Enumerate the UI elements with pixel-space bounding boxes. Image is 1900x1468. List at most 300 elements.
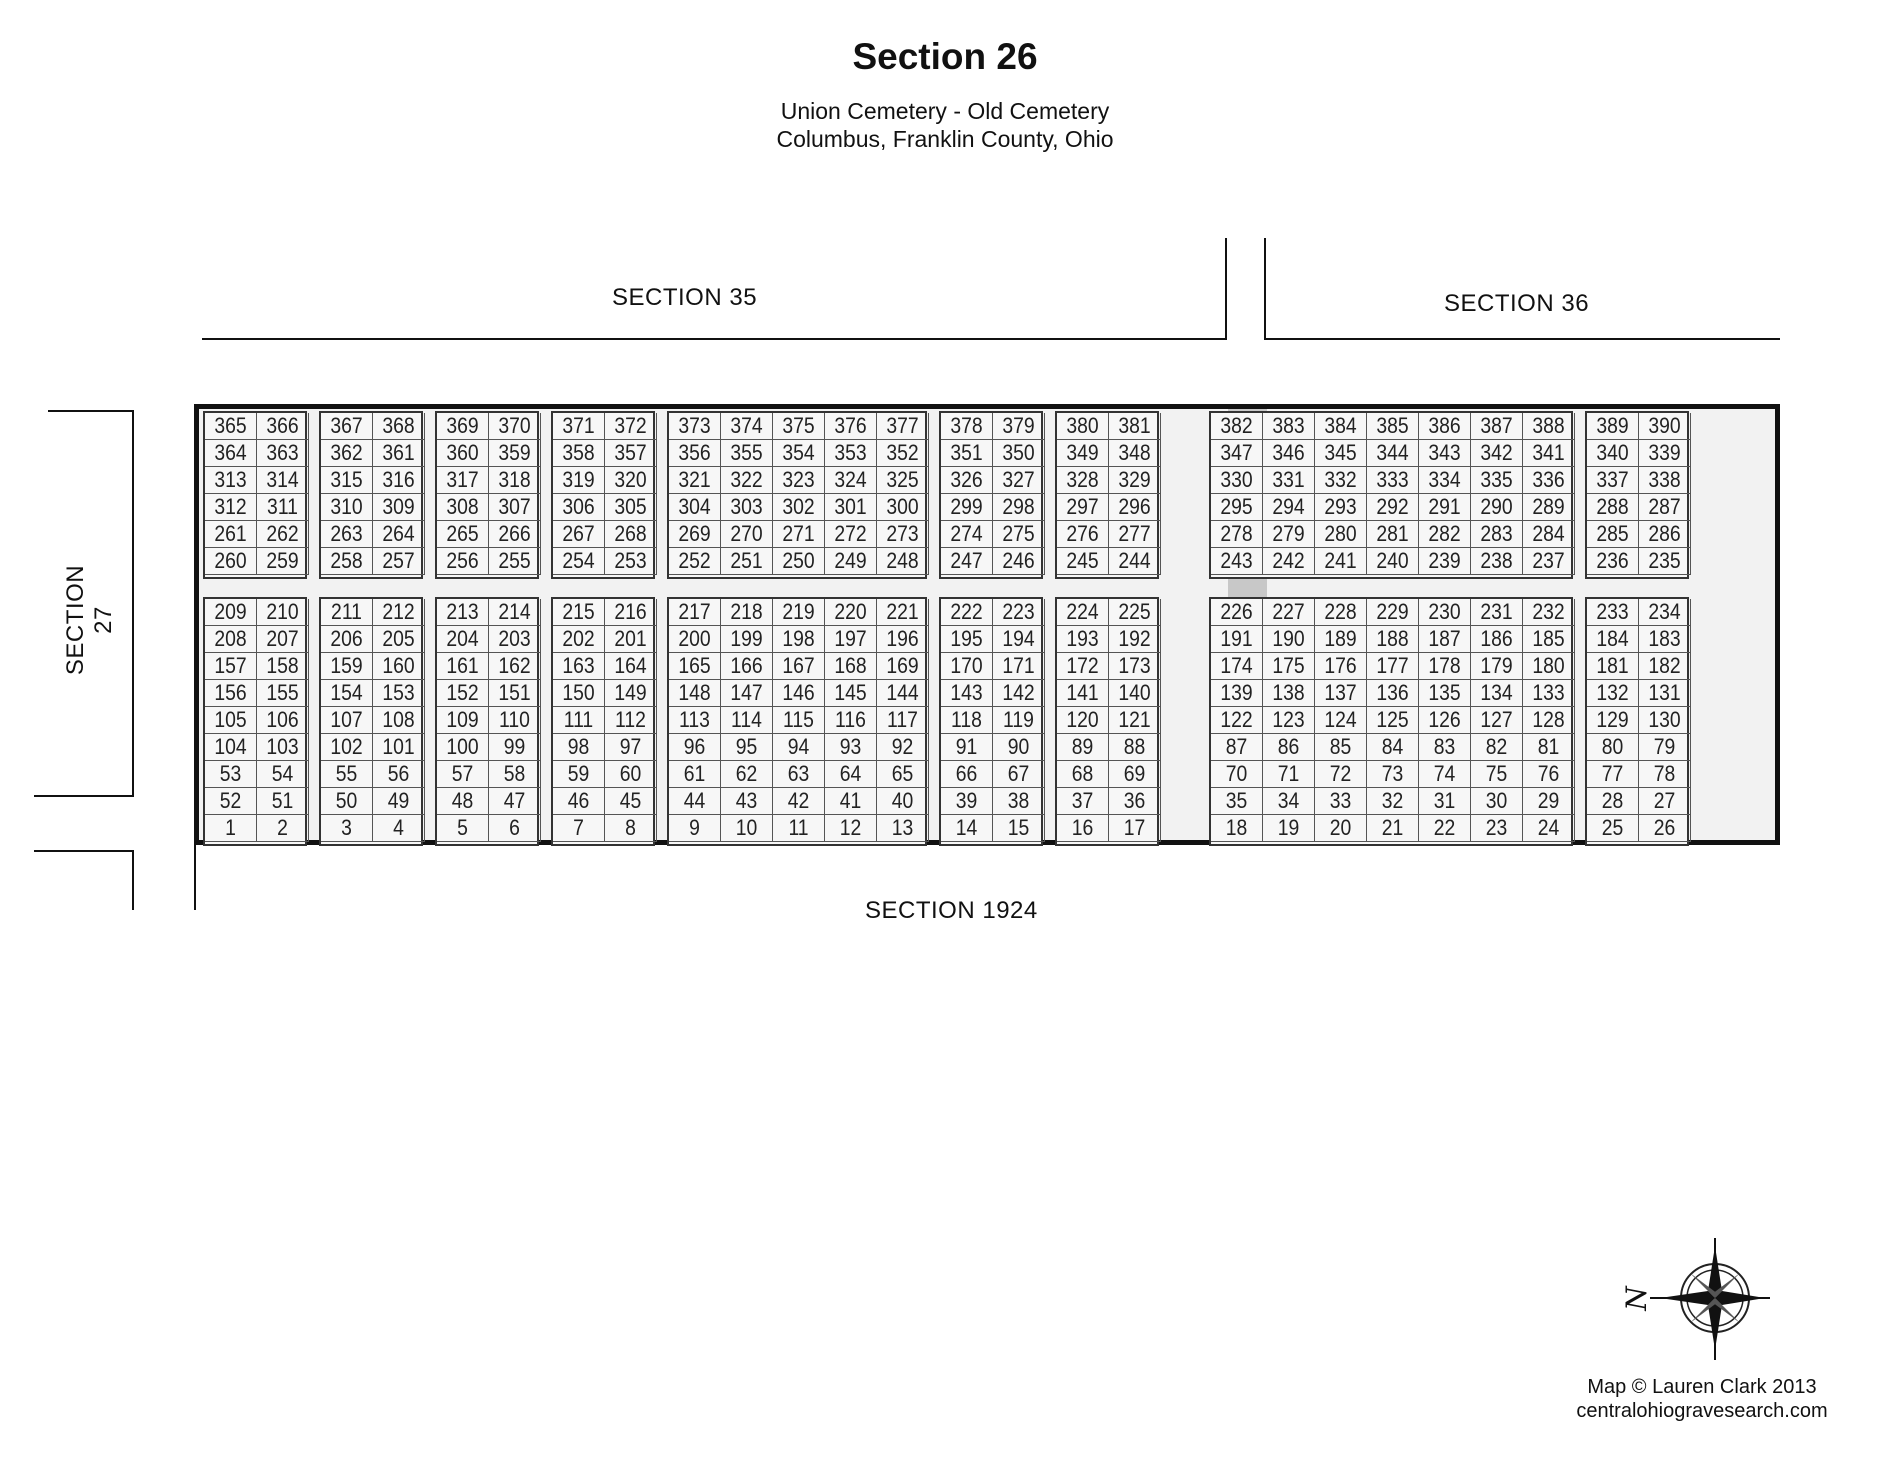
lot-number-text: 248 — [886, 548, 919, 573]
lot-number — [825, 815, 877, 842]
lot-number-text: 161 — [446, 653, 479, 678]
lot-number-text: 120 — [1066, 707, 1099, 732]
lot-number-text: 266 — [498, 521, 531, 546]
lot-number-text: 146 — [782, 680, 815, 705]
lot-number-text: 240 — [1376, 548, 1409, 573]
lot-number-text: 97 — [619, 734, 642, 759]
lot-number — [1315, 599, 1367, 626]
lot-number-text: 127 — [1480, 707, 1513, 732]
lot-block — [667, 597, 927, 846]
lot-number-text: 188 — [1376, 626, 1409, 651]
lot-number-text: 5 — [457, 815, 468, 840]
lot-number — [1639, 599, 1691, 626]
lot-number — [721, 521, 773, 548]
lot-number — [437, 440, 489, 467]
lot-number — [321, 626, 373, 653]
lot-number-text: 303 — [730, 494, 763, 519]
lot-number — [1057, 413, 1109, 440]
lot-number-text: 236 — [1596, 548, 1629, 573]
lot-number — [669, 788, 721, 815]
lot-number — [1523, 653, 1575, 680]
lot-number — [1211, 788, 1263, 815]
lot-number — [1471, 494, 1523, 521]
lot-number-text: 326 — [950, 467, 983, 492]
lot-number-text: 130 — [1648, 707, 1681, 732]
lot-number — [321, 680, 373, 707]
lot-number-text: 106 — [266, 707, 299, 732]
lot-number — [1471, 707, 1523, 734]
lot-number — [1109, 548, 1161, 575]
lot-number-text: 66 — [955, 761, 978, 786]
lot-number-text: 116 — [835, 707, 866, 732]
lot-number-text: 324 — [834, 467, 867, 492]
lot-number — [773, 494, 825, 521]
lot-number-text: 110 — [499, 707, 530, 732]
lot-number — [373, 494, 425, 521]
lot-number — [773, 707, 825, 734]
lot-number — [773, 788, 825, 815]
lot-number-text: 16 — [1071, 815, 1094, 840]
lot-number-text: 368 — [382, 413, 415, 438]
lot-number — [605, 761, 657, 788]
lot-number-text: 48 — [451, 788, 474, 813]
lot-number — [1367, 734, 1419, 761]
lot-number-text: 61 — [683, 761, 706, 786]
lot-number-text: 210 — [266, 599, 299, 624]
lot-number-text: 37 — [1071, 788, 1094, 813]
lot-number-text: 67 — [1007, 761, 1030, 786]
lot-number-text: 374 — [730, 413, 763, 438]
lot-number-text: 304 — [678, 494, 711, 519]
lot-number-text: 162 — [498, 653, 531, 678]
lot-number-text: 191 — [1220, 626, 1253, 651]
lot-number-text: 287 — [1648, 494, 1681, 519]
lot-number-text: 241 — [1324, 548, 1357, 573]
lot-number — [1315, 494, 1367, 521]
lot-number — [877, 761, 929, 788]
lot-number — [1263, 707, 1315, 734]
lot-number-text: 221 — [886, 599, 919, 624]
lot-number-text: 299 — [950, 494, 983, 519]
lot-number-text: 174 — [1220, 653, 1253, 678]
lot-number-text: 223 — [1002, 599, 1035, 624]
lot-number — [437, 494, 489, 521]
lot-number-text: 257 — [382, 548, 415, 573]
lot-number — [205, 815, 257, 842]
lot-number-text: 230 — [1428, 599, 1461, 624]
lot-number — [941, 734, 993, 761]
lot-number — [941, 680, 993, 707]
lot-number-text: 388 — [1532, 413, 1565, 438]
lot-number — [489, 626, 541, 653]
lot-number-text: 292 — [1376, 494, 1409, 519]
lot-number-text: 87 — [1225, 734, 1248, 759]
lot-number-text: 229 — [1376, 599, 1409, 624]
lot-number-text: 125 — [1376, 707, 1409, 732]
lot-number-text: 63 — [787, 761, 810, 786]
lot-number — [1471, 653, 1523, 680]
lot-number — [1471, 521, 1523, 548]
lot-number-text: 256 — [446, 548, 479, 573]
lot-number — [553, 494, 605, 521]
lot-number — [553, 734, 605, 761]
credit-copyright: Map © Lauren Clark 2013 — [1587, 1376, 1817, 1398]
lot-number — [373, 413, 425, 440]
lot-number-text: 179 — [1480, 653, 1513, 678]
lot-number-text: 201 — [614, 626, 647, 651]
lot-number-text: 38 — [1007, 788, 1030, 813]
lot-number-text: 246 — [1002, 548, 1035, 573]
lot-number — [825, 494, 877, 521]
lot-number — [993, 548, 1045, 575]
lot-number-text: 53 — [219, 761, 242, 786]
lot-number — [1211, 599, 1263, 626]
lot-number-text: 52 — [219, 788, 242, 813]
lot-number-text: 291 — [1428, 494, 1461, 519]
lot-number — [1419, 788, 1471, 815]
lot-block — [203, 411, 307, 579]
lot-number-text: 6 — [509, 815, 520, 840]
lot-number — [373, 467, 425, 494]
lot-number-text: 175 — [1272, 653, 1305, 678]
lot-number — [669, 707, 721, 734]
lot-number — [877, 494, 929, 521]
lot-number — [825, 761, 877, 788]
lot-number — [321, 467, 373, 494]
lot-number-text: 279 — [1272, 521, 1305, 546]
lot-number — [373, 761, 425, 788]
lot-number — [605, 653, 657, 680]
lot-number — [1523, 707, 1575, 734]
lot-number-text: 297 — [1066, 494, 1099, 519]
lot-number-text: 199 — [730, 626, 763, 651]
lot-number-text: 7 — [573, 815, 584, 840]
lot-number — [993, 788, 1045, 815]
lot-number — [941, 626, 993, 653]
lot-block — [667, 411, 927, 579]
lot-number — [721, 548, 773, 575]
lot-number — [1419, 626, 1471, 653]
lot-number — [1211, 521, 1263, 548]
lot-number-text: 126 — [1428, 707, 1461, 732]
lot-number-text: 152 — [446, 680, 479, 705]
lot-number — [1639, 494, 1691, 521]
lot-number-text: 205 — [382, 626, 415, 651]
lot-number-text: 165 — [678, 653, 711, 678]
lot-number-text: 313 — [214, 467, 247, 492]
lot-number-text: 316 — [382, 467, 415, 492]
lot-number-text: 216 — [614, 599, 647, 624]
lot-number — [1109, 494, 1161, 521]
lot-number — [257, 815, 309, 842]
lot-number — [1315, 707, 1367, 734]
lot-number — [205, 521, 257, 548]
lot-number-text: 355 — [730, 440, 763, 465]
lot-number — [1109, 815, 1161, 842]
lot-number-text: 222 — [950, 599, 983, 624]
lot-number — [553, 467, 605, 494]
lot-number — [669, 653, 721, 680]
lot-number-text: 373 — [678, 413, 711, 438]
lot-number-text: 104 — [214, 734, 247, 759]
lot-number-text: 319 — [562, 467, 595, 492]
lot-number-text: 390 — [1648, 413, 1681, 438]
lot-number-text: 219 — [782, 599, 815, 624]
lot-number — [773, 815, 825, 842]
lot-number-text: 250 — [782, 548, 815, 573]
lot-number — [437, 707, 489, 734]
lot-number-text: 328 — [1066, 467, 1099, 492]
lot-number — [1109, 413, 1161, 440]
lot-number — [1639, 440, 1691, 467]
lot-number — [825, 440, 877, 467]
lot-number-text: 132 — [1596, 680, 1629, 705]
lot-number-text: 384 — [1324, 413, 1357, 438]
lot-number-text: 334 — [1428, 467, 1461, 492]
lot-number — [825, 734, 877, 761]
lot-number — [773, 599, 825, 626]
lot-number — [669, 599, 721, 626]
lot-number — [321, 521, 373, 548]
lot-number-text: 119 — [1003, 707, 1034, 732]
lot-number — [1471, 413, 1523, 440]
lot-number — [1057, 494, 1109, 521]
lot-number-text: 342 — [1480, 440, 1513, 465]
lot-number — [1471, 680, 1523, 707]
lot-number — [1419, 467, 1471, 494]
lot-number — [1523, 599, 1575, 626]
lot-number-text: 239 — [1428, 548, 1461, 573]
lot-number — [941, 548, 993, 575]
lot-number-text: 378 — [950, 413, 983, 438]
lot-number — [1109, 653, 1161, 680]
lot-number-text: 1 — [225, 815, 236, 840]
lot-number-text: 265 — [446, 521, 479, 546]
lot-number — [1587, 734, 1639, 761]
lot-number-text: 220 — [834, 599, 867, 624]
lot-number-text: 358 — [562, 440, 595, 465]
lot-number — [1315, 413, 1367, 440]
lot-number — [993, 599, 1045, 626]
lot-number-text: 77 — [1601, 761, 1624, 786]
lot-number — [605, 494, 657, 521]
lot-number — [721, 761, 773, 788]
lot-number-text: 359 — [498, 440, 531, 465]
lot-number-text: 252 — [678, 548, 711, 573]
lot-number-text: 149 — [614, 680, 647, 705]
lot-number-text: 121 — [1118, 707, 1151, 732]
lot-number-text: 157 — [214, 653, 247, 678]
lot-number — [1523, 521, 1575, 548]
lot-number-text: 212 — [382, 599, 415, 624]
lot-number — [1315, 734, 1367, 761]
lot-number — [1057, 761, 1109, 788]
lot-number-text: 176 — [1324, 653, 1357, 678]
lot-number — [257, 761, 309, 788]
lot-number — [1315, 521, 1367, 548]
lot-number-text: 227 — [1272, 599, 1305, 624]
lot-number-text: 336 — [1532, 467, 1565, 492]
lot-number-text: 302 — [782, 494, 815, 519]
lot-number-text: 13 — [891, 815, 914, 840]
lot-number — [1639, 680, 1691, 707]
lot-number-text: 154 — [330, 680, 363, 705]
lot-number — [373, 707, 425, 734]
lot-number-text: 181 — [1596, 653, 1629, 678]
lot-number — [321, 707, 373, 734]
lot-number-text: 308 — [446, 494, 479, 519]
lot-number — [1523, 548, 1575, 575]
lot-number-text: 389 — [1596, 413, 1629, 438]
lot-number-text: 91 — [955, 734, 978, 759]
lot-number-text: 271 — [782, 521, 815, 546]
lot-number-text: 124 — [1324, 707, 1357, 732]
lot-number — [373, 815, 425, 842]
lot-number — [321, 413, 373, 440]
lot-number — [1419, 653, 1471, 680]
lot-number — [1315, 653, 1367, 680]
lot-number-text: 348 — [1118, 440, 1151, 465]
credit-website: centralohiogravesearch.com — [1576, 1400, 1828, 1422]
lot-number-text: 351 — [950, 440, 983, 465]
lot-number-text: 253 — [614, 548, 647, 573]
lot-number-text: 286 — [1648, 521, 1681, 546]
lot-number-text: 36 — [1123, 788, 1146, 813]
lot-number-text: 155 — [266, 680, 299, 705]
lot-number — [1057, 707, 1109, 734]
lot-number — [437, 734, 489, 761]
lot-number-text: 380 — [1066, 413, 1099, 438]
lot-number — [825, 548, 877, 575]
lot-number — [257, 467, 309, 494]
lot-number-text: 298 — [1002, 494, 1035, 519]
lot-number — [669, 734, 721, 761]
lot-number-text: 344 — [1376, 440, 1409, 465]
lot-number — [321, 734, 373, 761]
lot-number-text: 194 — [1002, 626, 1035, 651]
section-27-label: SECTION 27 — [62, 564, 117, 676]
lot-number — [773, 548, 825, 575]
lot-number — [1057, 788, 1109, 815]
lot-number — [321, 761, 373, 788]
lot-number — [993, 680, 1045, 707]
lot-number-text: 243 — [1220, 548, 1253, 573]
lot-number — [437, 653, 489, 680]
lot-number — [669, 680, 721, 707]
lot-number — [1109, 599, 1161, 626]
lot-number-text: 327 — [1002, 467, 1035, 492]
lot-number-text: 167 — [782, 653, 815, 678]
lot-number — [1639, 413, 1691, 440]
lot-number-text: 58 — [503, 761, 526, 786]
lot-number-text: 117 — [887, 707, 918, 732]
lot-number — [1587, 707, 1639, 734]
lot-number-text: 366 — [266, 413, 299, 438]
lot-number — [553, 788, 605, 815]
lot-block — [319, 411, 423, 579]
lot-number-text: 264 — [382, 521, 415, 546]
lot-number-text: 142 — [1002, 680, 1035, 705]
lot-number — [321, 788, 373, 815]
lot-number-text: 169 — [886, 653, 919, 678]
lot-number-text: 345 — [1324, 440, 1357, 465]
lot-number — [605, 440, 657, 467]
lot-number-text: 8 — [625, 815, 636, 840]
lot-number — [1109, 521, 1161, 548]
lot-number-text: 270 — [730, 521, 763, 546]
lot-number — [1211, 467, 1263, 494]
section-1924-boundary — [194, 845, 196, 910]
lot-number-text: 51 — [271, 788, 294, 813]
lot-number — [553, 653, 605, 680]
lot-number — [721, 815, 773, 842]
lot-number-text: 160 — [382, 653, 415, 678]
lot-number — [1587, 626, 1639, 653]
lot-number-text: 12 — [839, 815, 862, 840]
lot-number-text: 272 — [834, 521, 867, 546]
lot-number — [1367, 494, 1419, 521]
lot-number — [721, 680, 773, 707]
lot-number — [993, 761, 1045, 788]
lot-number-text: 100 — [446, 734, 479, 759]
lot-number-text: 135 — [1428, 680, 1461, 705]
lot-number — [489, 815, 541, 842]
lot-number — [1587, 413, 1639, 440]
lot-number-text: 94 — [787, 734, 810, 759]
lot-number — [669, 440, 721, 467]
lot-number — [1367, 440, 1419, 467]
section-36-boundary-edge — [1264, 238, 1266, 340]
lot-number-text: 80 — [1601, 734, 1624, 759]
lot-number — [489, 599, 541, 626]
lot-number-text: 310 — [330, 494, 363, 519]
lot-number-text: 371 — [562, 413, 595, 438]
lot-number-text: 382 — [1220, 413, 1253, 438]
lot-number — [437, 761, 489, 788]
lot-number — [1367, 413, 1419, 440]
lot-number-text: 29 — [1537, 788, 1560, 813]
lot-number — [825, 707, 877, 734]
lot-number — [1587, 467, 1639, 494]
lot-number — [205, 734, 257, 761]
lot-number — [1587, 653, 1639, 680]
lot-number — [825, 626, 877, 653]
lot-number-text: 54 — [271, 761, 294, 786]
lot-number — [373, 653, 425, 680]
lot-number — [1109, 440, 1161, 467]
lot-number-text: 289 — [1532, 494, 1565, 519]
lot-number-text: 296 — [1118, 494, 1151, 519]
lot-number — [1471, 734, 1523, 761]
lot-number-text: 14 — [955, 815, 978, 840]
lot-number — [721, 734, 773, 761]
lot-number-text: 177 — [1376, 653, 1409, 678]
lot-block — [203, 597, 307, 846]
lot-number — [1587, 599, 1639, 626]
lot-number-text: 24 — [1537, 815, 1560, 840]
lot-number-text: 59 — [567, 761, 590, 786]
lot-number-text: 107 — [330, 707, 363, 732]
lot-number-text: 233 — [1596, 599, 1629, 624]
lot-block — [1209, 597, 1573, 846]
lot-number-text: 282 — [1428, 521, 1461, 546]
lot-number — [1315, 440, 1367, 467]
lot-number-text: 102 — [330, 734, 363, 759]
lot-number-text: 32 — [1381, 788, 1404, 813]
lot-number-text: 156 — [214, 680, 247, 705]
lot-number-text: 2 — [277, 815, 288, 840]
lot-number-text: 263 — [330, 521, 363, 546]
